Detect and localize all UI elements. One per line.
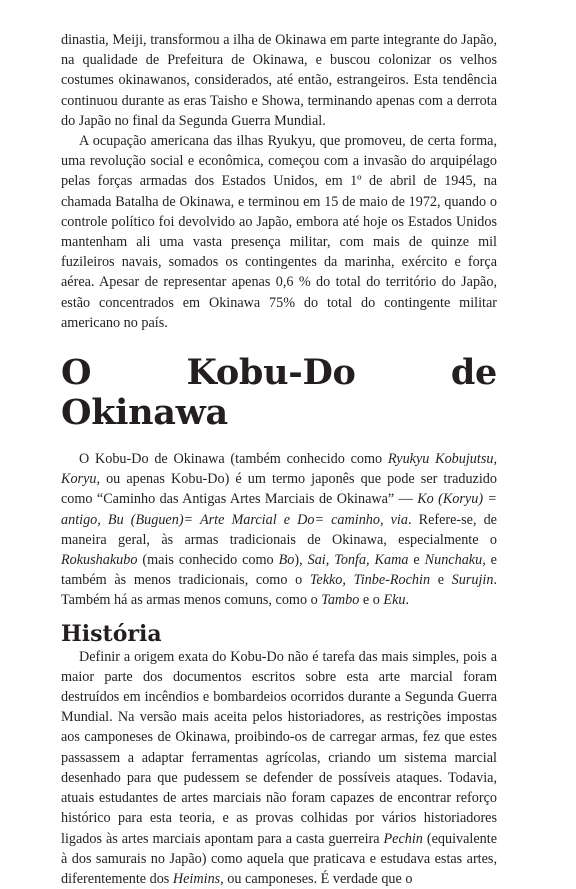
text-run: e o [359,592,384,609]
paragraph-intro: dinastia, Meiji, transformou a ilha de Okinawa em parte integrante do Japão, na qualidade de Prefeitura de Okinawa, e buscou colonizar os velhos costumes okinawanos, considerados, até então, estrangeiros. Esta tendência continuou durante as eras Taisho e Showa, terminando apenas com a derrota do Japão no final da Segunda Guerra Mundial. [61,32,497,129]
text-run: . Refere-se, de maneira geral, às armas tradicionais de Okinawa, especialmente o [61,511,497,548]
text-run: Definir a origem exata do Kobu-Do não é tarefa das mais simples, pois a maior parte dos documentos escritos sobre esta arte marcial foram destruídos em incêndios e bombardeios ocorridos durante a Segunda Guerra Mundial. Na versão mais aceita pelos historiadores, as restrições impostas aos camponeses de Okinawa, proibindo-os de carregar armas, fez que estes passassem a adaptar ferramentas agrícolas, criando um sistema marcial desenhado para que pudessem se defender de possíveis ataques. Todavia, atuais estudantes de artes marciais não foram capazes de encontrar reforço histórico para esta teoria, e as provas colhidas por vários historiadores ligados às artes marciais apontam para a casta guerreira [61,648,497,847]
italic-term: Nunchaku [424,552,483,569]
text-run: e [408,552,425,569]
text-run: (mais conhecido como [137,552,279,569]
paragraph-kobudo-definition [61,449,497,611]
book-page [61,30,497,889]
italic-term: Pechin [383,830,423,847]
italic-term: Tekko, Tinbe-Rochin [309,572,431,589]
italic-term: Bo [278,552,295,569]
italic-term: Eku [383,592,406,609]
italic-term: Sai, Tonfa, Kama [307,552,409,569]
italic-term: Heimins, [172,870,224,887]
text-run: e [430,572,452,589]
text-run: . Também há as armas menos comuns, como o [61,572,497,609]
text-run: . [405,592,410,609]
italic-term: Ko (Koryu) = antigo, Bu (Buguen)= Arte Marcial e Do= caminho, via [61,491,497,528]
text-run: ), [294,552,308,569]
text-run: (equivalente à dos samurais no Japão) como aquela que praticava e estudava estas artes, diferentemente dos [61,830,497,887]
paragraph-historia [61,647,497,889]
text-run: , e também às menos tradicionais, como o [61,552,497,589]
italic-term: Rokushakubo [61,552,138,569]
chapter-title: O Kobu-Do de Okinawa [61,352,497,434]
section-title-historia: História [61,620,162,647]
text-run: O Kobu-Do de Okinawa (também conhecido como [79,451,388,468]
italic-term: Ryukyu Kobujutsu, Koryu [61,451,497,488]
text-run: , ou apenas Kobu-Do) é um termo japonês que pode ser traduzido como “Caminho das Antigas Artes Marciais de Okinawa” — [61,471,497,508]
italic-term: Tambo [321,592,360,609]
paragraph-american-occupation: A ocupação americana das ilhas Ryukyu, que promoveu, de certa forma, uma revolução social e econômica, começou com a invasão do arquipélago pelas forças armadas dos Estados Unidos, em 1º de abril de 1945, na chamada Batalha de Okinawa, e terminou em 15 de maio de 1972, quando o controle político foi devolvido ao Japão, embora até hoje os Estados Unidos mantenham ali uma vasta presença militar, com mais de quinze mil fuzileiros navais, somados os contingentes da marinha, exército e força aérea. Apesar de representar apenas 0,6 % do total do território do Japão, estão concentrados em Okinawa 75% do total do contingente militar americano no país. [61,133,497,331]
italic-term: Surujin [451,572,494,589]
text-run: ou camponeses. É verdade que o [223,870,413,887]
